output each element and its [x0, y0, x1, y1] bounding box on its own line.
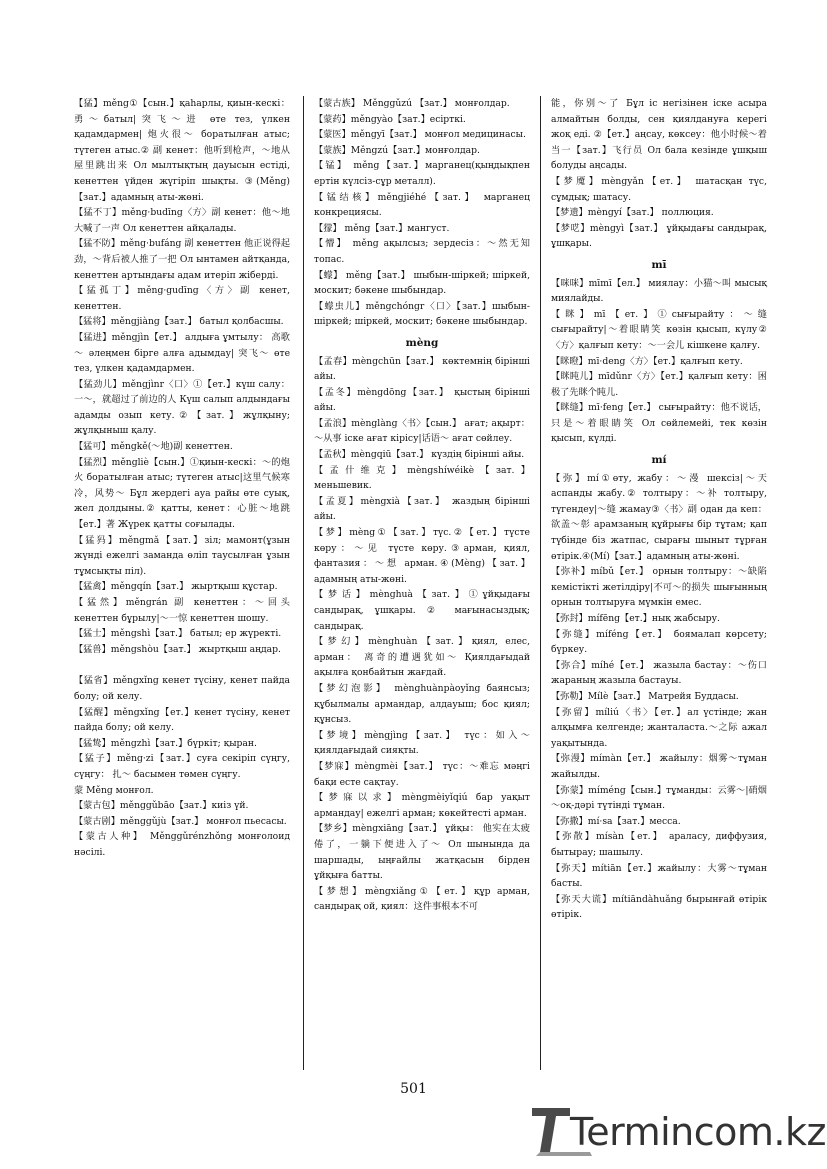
dictionary-entry: 【猛省】měngxǐng кенет түсіну, кенет пайда болу; ой келу. [74, 675, 290, 702]
dictionary-column-left [74, 96, 290, 861]
dictionary-entry: 【眯缝】mī·feng【ет.】 сығырайту：他不说话，只是～着眼睛笑 Ол сөйлемейі, тек көзін қысып, күлді. [551, 402, 767, 445]
dictionary-entry: 【猛子】měng·zi【зат.】суға секіріп сүңгу, сүңгу： 扎～ басымен төмен сүңгу. [74, 753, 290, 780]
dictionary-entry: 【梦呓】mèngyì【зат.】 ұйқыдағы сандырақ, ұшқары. [551, 222, 767, 250]
dictionary-entry: 【蒙族】Měngzú【зат.】монғолдар. [314, 144, 480, 156]
dictionary-entry: 【猛孤丁】měng·gudīng〈方〉副 кенет, кенеттен. [74, 285, 290, 312]
page-number: 501 [400, 1081, 427, 1097]
dictionary-entry: 【孟秋】mèngqiū【зат.】 күздің бірінші айы. [314, 449, 525, 461]
entry-spacer [74, 657, 290, 673]
column-divider [540, 96, 541, 1070]
dictionary-entry: 【弥蒙】míméng【сын.】тұманды：云雾～|硝烟～оқ-дәрі түтінді тұман. [551, 784, 767, 812]
dictionary-entry: 【弥漫】mímàn【ет.】 жайылу：烟雾～тұман жайылды. [551, 753, 767, 780]
dictionary-entry: 【梦想】mèngxiǎng①【ет.】құр арман, сандырақ ой, қиял：这件事根本不可 [314, 885, 530, 913]
dictionary-entry: 【梦幻】mènghuàn【зат.】қиял, елес, арман： 离奇的遭遇犹如～ Қиялдағыдай ақылға қонбайтын жағдай. [314, 636, 530, 679]
dictionary-entry: 【孟浪】mènglàng〈书〉【сын.】 ағат; ақырт：～从事 іске ағат кірісу|话语～ ағат сөйлеу. [314, 417, 530, 445]
dictionary-entry: 【孟春】mèngchūn【зат.】 көктемнің бірінші айы. [314, 355, 530, 383]
dictionary-entry: 【猛醒】měngxǐng【ет.】кенет түсіну, кенет пайда болу; ой келу. [74, 706, 290, 734]
dictionary-entry: 【猛进】měngjìn【ет.】 алдыға ұмтылу： 高歌～ әлеңмен бірге алға адымдау| 突飞～ өте тез, үлкен қадамдармен. [74, 331, 290, 375]
column-divider [303, 96, 304, 1070]
dictionary-column-middle [314, 96, 530, 915]
dictionary-entry: 【蒙药】měngyào【зат.】есірткі. [314, 113, 466, 125]
dictionary-entry: 【弥撒】mí·sa【зат.】месса. [551, 815, 681, 827]
dictionary-entry: 【梦寐以求】mèngmèiyǐqiú бар уақыт армандау| ежелгі арман; көкейтесті арман. [314, 792, 530, 819]
dictionary-entry: 【锰】 měng【зат.】марганец(қыңдықпен ертін күлсіз-сұр металл). [314, 160, 530, 187]
dictionary-entry: 【弥天大谎】mítiāndàhuǎng бырынғай өтірік өтірік. [551, 893, 767, 921]
dictionary-entry: 【蒙古剧】měnggǔjù【зат.】 монғол пьесасы. [74, 815, 287, 827]
dictionary-entry: 【孟夏】mèngxià【зат.】 жаздың бірінші айы. [314, 495, 530, 523]
dictionary-entry: 【猛然】měngrán 副 кенеттен：～回头 кенеттен бұрылу|～一惊 кенеттен шошу. [74, 597, 290, 624]
dictionary-entry: 【弥封】mífēng【ет.】нық жабсыру. [551, 613, 720, 624]
dictionary-entry: 【孟什维克】mèngshíwéikè【зат.】 меньшевик. [314, 464, 530, 492]
dictionary-entry: 【咪咪】mīmī【ел.】 миялау：小猫～叫 мысық миялайды. [551, 277, 767, 305]
dictionary-entry: 蒙 Měng монғол. [74, 784, 154, 796]
dictionary-entry: 【梦魇】mèngyǎn【ет.】 шатасқан түс, сұмдық; шатасу. [551, 175, 767, 203]
dictionary-entry: 【猛兽】měngshòu【зат.】 жыртқыш аңдар. [74, 643, 281, 655]
dictionary-entry: 【眯】mī【ет.】①сығырайту：～缝 сығырайту|～着眼睛笑 көзін қысып, күлу②〈方〉қалғып кету：～一会儿 кішкене қалғу. [551, 308, 767, 351]
dictionary-entry: 【猛犸】měngmǎ【зат.】зіл; мамонт(ұзын жүнді ежелгі заманда өліп таусылған ұзын тұмсықты піл). [74, 534, 290, 577]
dictionary-entry: 【眯盹儿】mīdǔnr〈方〉【ет.】қалғып кету：困极了先眯个盹儿. [551, 371, 767, 398]
dictionary-entry: 【猛不防】měng·bufáng 副 кенеттен 他正说得起劲，～背后被人推了一把 Ол ынтамен айтқанда, кенеттен артындағы адам итеріп жіберді. [74, 238, 290, 281]
dictionary-entry: 【猛】měng①【сын.】қаһарлы, қиын-кескі：勇～батыл|突飞～进 өте тез, үлкен қадамдармен| 炮火很～ боратылған атыс; түтеген атыс.② 副 кенет：他听到枪声，～地从屋里跳出来 Ол мылтықтың дауысын естіді, кенеттен үйден жүгіріп шықты. ③(Měng)【зат.】адамның аты-жөні. [74, 98, 290, 203]
dictionary-entry: 【梦乡】mèngxiāng【зат.】 ұйқы： 他实在太疲倦了，一躺下便进入了～ Ол шынында да шаршады, ыңғайлы жатқасын бірден ұйқыға батты. [314, 823, 530, 882]
dictionary-entry: 【猛不丁】měng·budīng〈方〉副 кенет：他～地大喊了一声 Ол кенеттен айқалады. [74, 207, 290, 234]
pinyin-section-heading: mèng [405, 336, 439, 349]
dictionary-entry: 【弥留】míliú〈书〉【ет.】ал үстінде; жан алқымға келгенде; жанталаста.～之际 ажал уақытында. [551, 706, 767, 749]
dictionary-entry: 【獴】 měng【зат.】мангуст. [314, 222, 450, 234]
pinyin-section-heading: mī [651, 258, 667, 271]
dictionary-entry: 【弥补】míbǔ【ет.】 орнын толтыру：～缺陷 кемістікті жетілдіру|不可～的损失 шығынның орнын толтыруға мүмкін емес. [551, 566, 767, 609]
dictionary-entry: 【猛鸷】měngzhì【зат.】бүркіт; қыран. [74, 737, 257, 749]
dictionary-entry: 【蒙古包】měnggǔbāo【зат.】киіз үй. [74, 800, 249, 812]
dictionary-entry: 【弥勒】Mílè【зат.】 Матрейя Буддасы. [551, 690, 739, 702]
dictionary-entry: 【蠓虫儿】měngchóngr〈口〉【зат.】шыбын-шіркей; шіркей, москит; бәкене шыбындар. [314, 300, 530, 328]
watermark-text: Termincom.kz [570, 1110, 826, 1154]
dictionary-entry: 【锰结核】měngjiéhé【зат.】 марганец конкрециясы. [314, 191, 530, 219]
dictionary-entry: 【蒙古人种】 Měnggǔrénzhǒng монғолоид нәсілі. [74, 831, 290, 858]
dictionary-entry: 【蒙医】měngyī【зат.】 монғол медицинасы. [314, 129, 526, 141]
dictionary-entry: 【梦寐】mèngmèi【зат.】 түс：～难忘 мәңгі бақи есте сақтау. [314, 760, 530, 788]
dictionary-entry: 【懵】 měng ақылсыз; зердесіз：～然无知 топас. [314, 238, 530, 265]
dictionary-entry: 【猛将】měngjiàng【зат.】 батыл қолбасшы. [74, 316, 284, 328]
dictionary-entry: 【弥天】mítiān【ет.】жайылу：大雾～тұман басты. [551, 862, 767, 890]
dictionary-entry: 【蠓】 měng【зат.】 шыбын-шіркей; шіркей, москит; бәкене шыбындар. [314, 269, 530, 297]
dictionary-entry: 能，你别～了 Бұл іс негізінен іске асыра алмайтын болды, сен қиялдануға керегі жоқ еді. ②【ет.】аңсау, көксеу：他小时候～着当一【зат.】飞行员 Ол бала кезінде ұшқыш болуды аңсады. [551, 98, 767, 172]
dictionary-column-right [551, 96, 767, 923]
dictionary-entry: 【梦幻泡影】 mènghuànpàoyǐng баянсыз; құбылмалы армандар, алдауыш; бос қиял; құнсыз. [314, 682, 530, 726]
watermark-logo [530, 1100, 826, 1156]
dictionary-entry: 【猛禽】měngqín【зат.】 жыртқыш құстар. [74, 581, 278, 593]
dictionary-entry: 【眯瞪】mī·deng〈方〉【ет.】қалғып кету. [551, 355, 743, 367]
dictionary-entry: 【孟冬】mèngdōng【зат.】 қыстың бірінші айы. [314, 386, 530, 414]
dictionary-entry: 【梦】mèng①【зат.】түс.②【ет.】түсте көру：～见 түсте көру.③арман, қиял, фантазия：～想 арман.④(Mèng)【зат.】адамның аты-жөні. [314, 527, 530, 585]
dictionary-entry: 【猛士】měngshì【зат.】 батыл; ер жүректі. [74, 628, 282, 640]
dictionary-entry: 【梦话】mènghuà【зат.】①ұйқыдағы сандырақ, ұшқары. ② мағынасыздық; сандырақ. [314, 589, 530, 632]
dictionary-entry: 【梦境】mèngjìng【зат.】 түс：如入～ қиялдағыдай сияқты. [314, 729, 530, 757]
pinyin-section-heading: mí [651, 454, 667, 467]
dictionary-entry: 【弥】mí①өту, жабу：～漫 шексіз|～天 аспанды жабу.② толтыру：～补 толтыру, түгендеу|～缝 жамау③〈书〉副 одан да кеп：欲盖～彰 арамзаның құйрығы бір тұтам; қап түбінде біз жатпас, сырағы шыныт тұрған өтірік.④(Mí)【зат.】адамның аты-жөні. [551, 472, 767, 562]
dictionary-entry: 【蒙古族】 Měnggǔzú 【зат.】 монғолдар. [314, 98, 510, 109]
dictionary-entry: 【弥合】míhé【ет.】 жазыла бастау：～伤口 жараның жазыла бастауы. [551, 659, 767, 687]
dictionary-entry: 【猛烈】měngliè【сын.】①қиын-кескі：～的炮火 боратылған атыс; түтеген атыс|这里气候寒冷，风势～ Бұл жердегі ауа райы өте суық, жел долдыны.② қатты, кенет：心脏～地跳【ет.】著 Жүрек қатты соғылады. [74, 456, 290, 531]
dictionary-entry: 【梦遗】mèngyí【зат.】 поллюция. [551, 207, 714, 219]
dictionary-entry: 【猛劲儿】měngjìnr〈口〉①【ет.】күш салу：一～，就超过了前边的人 Күш салып алдындағы адамды озып кету.②【зат.】жұлқыну; жұлқыныш қалу. [74, 378, 290, 437]
dictionary-entry: 【弥缝】míféng【ет.】 боямалап көрсету; бүркеу. [551, 628, 767, 656]
dictionary-entry: 【弥散】mísàn【ет.】 араласу, диффузия, бытырау; шашылу. [551, 831, 767, 858]
dictionary-entry: 【猛可】měngkě(～地)副 кенеттен. [74, 441, 233, 453]
